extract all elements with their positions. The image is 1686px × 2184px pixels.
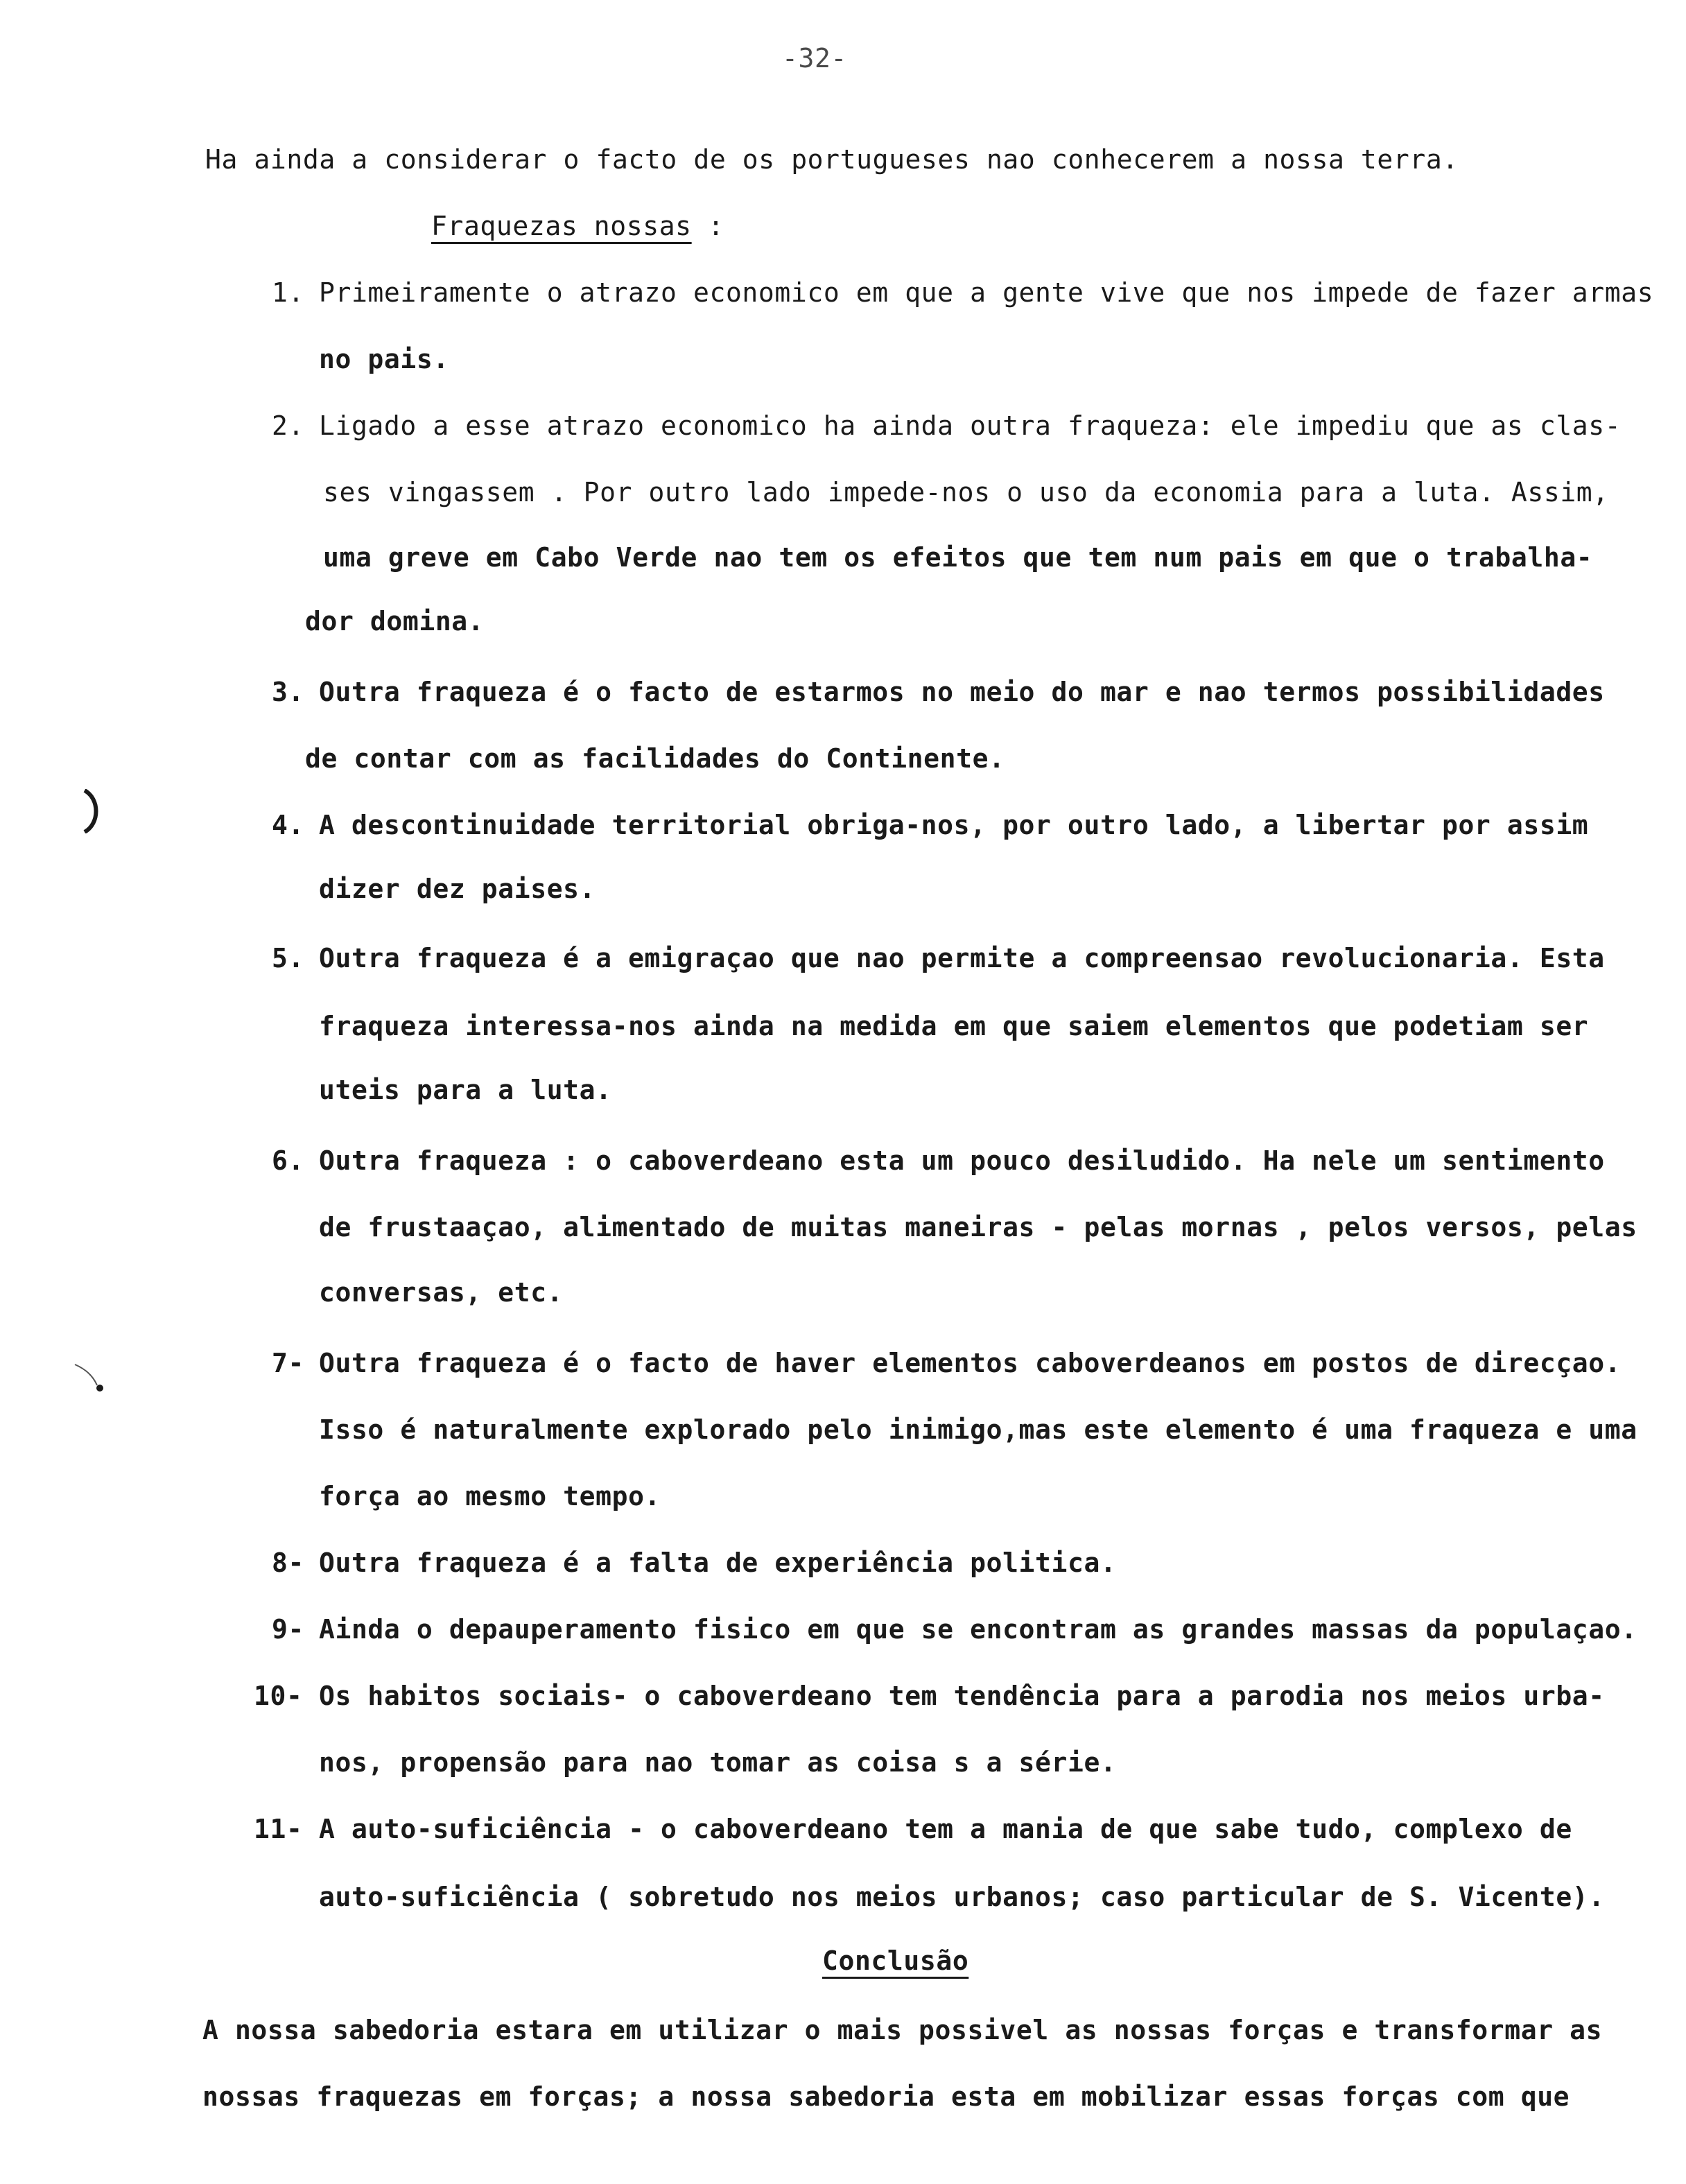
- item-9-number: 9-: [272, 1614, 304, 1645]
- item-7-number: 7-: [272, 1348, 304, 1378]
- item-2-line-1: Ligado a esse atrazo economico ha ainda outra fraqueza: ele impediu que as clas-: [319, 410, 1622, 441]
- hole-punch-mark-bottom: [72, 1360, 107, 1395]
- item-4-line-1: A descontinuidade territorial obriga-nos, por outro lado, a libertar por assim: [319, 810, 1589, 840]
- item-11-line-1: A auto-suficiência - o caboverdeano tem a mania de que sabe tudo, complexo de: [319, 1814, 1572, 1844]
- item-5-line-2: fraqueza interessa-nos ainda na medida em que saiem elementos que podetiam ser: [319, 1011, 1589, 1041]
- item-11-number: 11-: [254, 1814, 303, 1844]
- item-7-line-1: Outra fraqueza é o facto de haver elementos caboverdeanos em postos de direcçao.: [319, 1348, 1622, 1378]
- item-8-line-1: Outra fraqueza é a falta de experiência politica.: [319, 1548, 1117, 1578]
- item-6-line-1: Outra fraqueza : o caboverdeano esta um pouco desiludido. Ha nele um sentimento: [319, 1145, 1605, 1176]
- item-1-line-2: no pais.: [319, 344, 449, 374]
- item-10-line-2: nos, propensão para nao tomar as coisa s a série.: [319, 1747, 1117, 1778]
- item-7-line-2: Isso é naturalmente explorado pelo inimigo,mas este elemento é uma fraqueza e uma: [319, 1414, 1637, 1445]
- item-10-line-1: Os habitos sociais- o caboverdeano tem tendência para a parodia nos meios urba-: [319, 1681, 1605, 1711]
- item-5-line-3: uteis para a luta.: [319, 1075, 612, 1105]
- item-4-number: 4.: [272, 810, 304, 840]
- hole-punch-mark-top: [82, 789, 103, 833]
- conclusion-heading: Conclusão: [822, 1945, 969, 1976]
- section-heading-weaknesses: [431, 209, 724, 243]
- item-2-line-3: uma greve em Cabo Verde nao tem os efeitos que tem num pais em que o trabalha-: [323, 542, 1593, 573]
- item-6-line-2: de frustaaçao, alimentado de muitas maneiras - pelas mornas , pelos versos, pelas: [319, 1212, 1637, 1242]
- item-3-number: 3.: [272, 677, 304, 707]
- intro-paragraph: Ha ainda a considerar o facto de os portugueses nao conhecerem a nossa terra.: [205, 144, 1459, 175]
- item-10-number: 10-: [254, 1681, 303, 1711]
- item-8-number: 8-: [272, 1548, 304, 1578]
- weaknesses-heading-colon: :: [708, 211, 724, 241]
- item-5-number: 5.: [272, 943, 304, 973]
- page-number: -32-: [782, 43, 847, 73]
- item-6-number: 6.: [272, 1145, 304, 1176]
- item-2-number: 2.: [272, 410, 304, 441]
- item-5-line-1: Outra fraqueza é a emigraçao que nao permite a compreensao revolucionaria. Esta: [319, 943, 1605, 973]
- item-9-line-1: Ainda o depauperamento fisico em que se encontram as grandes massas da populaçao.: [319, 1614, 1637, 1645]
- item-6-line-3: conversas, etc.: [319, 1277, 564, 1308]
- item-1-line-1: Primeiramente o atrazo economico em que a gente vive que nos impede de fazer armas: [319, 277, 1654, 308]
- item-2-line-2: ses vingassem . Por outro lado impede-nos o uso da economia para a luta. Assim,: [323, 477, 1609, 508]
- item-3-line-1: Outra fraqueza é o facto de estarmos no meio do mar e nao termos possibilidades: [319, 677, 1605, 707]
- conclusion-line-2: nossas fraquezas em forças; a nossa sabedoria esta em mobilizar essas forças com que: [202, 2081, 1570, 2112]
- conclusion-line-1: A nossa sabedoria estara em utilizar o mais possivel as nossas forças e transformar as: [202, 2015, 1603, 2045]
- item-11-line-2: auto-suficiência ( sobretudo nos meios urbanos; caso particular de S. Vicente).: [319, 1882, 1605, 1912]
- item-3-line-2: de contar com as facilidades do Continente.: [305, 743, 1005, 774]
- item-2-line-4: dor domina.: [305, 606, 485, 636]
- weaknesses-heading-text: Fraquezas nossas: [431, 211, 692, 241]
- item-1-number: 1.: [272, 277, 304, 308]
- item-4-line-2: dizer dez paises.: [319, 874, 596, 904]
- item-7-line-3: força ao mesmo tempo.: [319, 1481, 661, 1511]
